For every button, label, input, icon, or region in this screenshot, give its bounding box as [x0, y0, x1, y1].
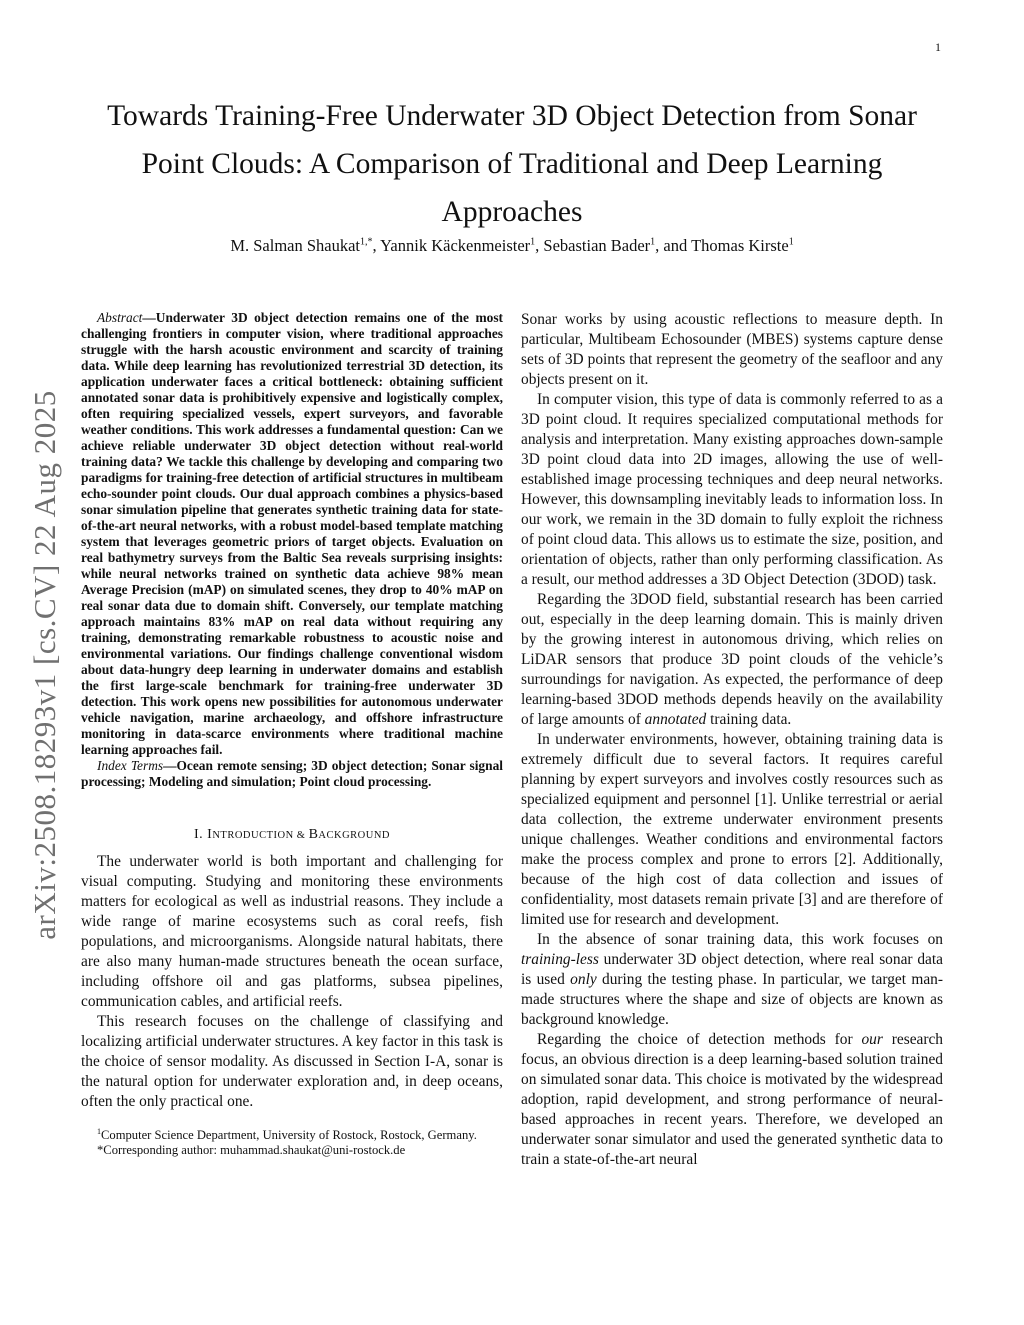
left-column: [81, 310, 503, 1158]
section-numeral: I.: [193, 827, 208, 842]
index-terms-text: —Ocean remote sensing; 3D object detection; Sonar signal processing; Modeling and simulation; Point cloud processing.: [81, 758, 503, 789]
text-run: underwater 3D object detection, where real sonar data is used: [521, 951, 943, 988]
body-paragraph: The underwater world is both important and challenging for visual computing. Studying and monitoring these environments matters for ecological as well as industrial reasons. They include a wide range of marine ecosystems such as coral reefs, fish populations, and microorganisms. Alongside natural habitats, there are also many human-made structures beneath the ocean surface, including offshore oil and gas platforms, subsea pipelines, communication cables, and artificial reefs.: [81, 853, 503, 1010]
footnote-corresponding-author: *Corresponding author: muhammad.shaukat@uni-rostock.de: [97, 1143, 406, 1158]
emphasis: only: [570, 971, 597, 988]
text-run: Regarding the 3DOD field, substantial research has been carried out, especially in the deep learning domain. This is mainly driven by the growing interest in autonomous driving, which relies on LiDAR sensors that produce 3D point clouds of the vehicle’s surroundings for navigation. As expected, the performance of deep learning-based 3DOD methods depends heavily on the availability of large amounts of: [521, 591, 943, 728]
body-paragraph: In underwater environments, however, obtaining training data is extremely difficult due to several factors. It requires careful planning by expert surveyors and involves costly resources such as specialized equipment and personnel [1]. Unlike terrestrial or aerial data collection, the extreme underwater environment presents unique challenges. Weather conditions and environmental factors make the process complex and prone to errors [2]. Additionally, because of the high cost of data collection and issues of confidentiality, most datasets remain private [3] and are therefore of limited use for research and development.: [521, 731, 943, 928]
section-heading-cap: I: [207, 827, 213, 842]
author-separator: , and: [655, 236, 692, 255]
text-run: Regarding the choice of detection methods for: [537, 1031, 862, 1048]
index-terms-label: Index Terms: [97, 758, 164, 773]
index-terms: [81, 758, 503, 790]
author-affiliation-marker: 1,*: [360, 236, 373, 248]
text-run: during the testing phase. In particular, we target man-made structures where the shape and size of objects are known as background knowledge.: [521, 971, 943, 1028]
body-paragraph: This research focuses on the challenge of classifying and localizing artificial underwater structures. A key factor in this task is the choice of sensor modality. As discussed in Section I-A, sonar is the natural option for underwater exploration and, in deep oceans, often the only practical one.: [81, 1013, 503, 1110]
footnote-affiliation: [97, 1124, 503, 1143]
arxiv-identifier: arXiv:2508.18293v1 [cs.CV] 22 Aug 2025: [27, 390, 62, 940]
body-paragraph: [521, 1030, 943, 1170]
author-name: M. Salman Shaukat: [230, 236, 361, 255]
abstract: [81, 310, 503, 758]
footnote-marker: 1: [97, 1127, 101, 1136]
emphasis: annotated: [644, 711, 707, 728]
text-run: training data.: [706, 711, 792, 728]
author-affiliation-marker: 1: [530, 236, 536, 248]
text-run: research focus, an obvious direction is a deep learning-based solution trained on simulated sonar data. This choice is motivated by the widespread adoption, rapid development, and strong performance of neural-based approaches in recent years. Therefore, we developed an underwater sonar simulator and used the generated synthetic data to train a state-of-the-art neural: [521, 1031, 944, 1168]
section-heading: [81, 825, 503, 846]
abstract-text: —Underwater 3D object detection remains one of the most challenging frontiers in computer vision, where traditional approaches struggle with the harsh acoustic environment and scarcity of training data. While deep learning has revolutionized terrestrial 3D detection, its application underwater faces a critical bottleneck: obtaining sufficient annotated sonar data is prohibitively expensive and logistically complex, often requiring specialized vessels, expert surveyors, and favorable weather conditions. This work addresses a fundamental question: Can we achieve reliable underwater 3D object detection without real-world training data? We tackle this challenge by developing and comparing two paradigms for training-free detection of artificial structures in multibeam echo-sounder point clouds. Our dual approach combines a physics-based sonar simulation pipeline that generates synthetic training data for state-of-the-art neural networks, with a robust model-based template matching system that leverages geometric priors of target objects. Evaluation on real bathymetry surveys from the Baltic Sea reveals surprising insights: while neural networks trained on synthetic data achieve 98% mean Average Precision (mAP) on simulated scenes, they drop to 40% mAP on real sonar data due to domain shift. Conversely, our template matching approach maintains 83% mAP on real data without requiring any training, demonstrating remarkable robustness to acoustic noise and environmental variations. Our findings challenge conventional wisdom about data-hungry deep learning in underwater domains and establish the first large-scale benchmark for training-free underwater 3D detection. This work opens new possibilities for autonomous underwater vehicle navigation, marine archaeology, and offshore infrastructure monitoring in data-scarce environments where traditional machine learning approaches fail.: [81, 310, 503, 757]
author-name: Sebastian Bader: [543, 236, 651, 255]
body-paragraph: [521, 930, 943, 1030]
section-heading-smallcaps: ACKGROUND: [318, 830, 391, 841]
emphasis: training-less: [521, 951, 599, 968]
paper-title: Towards Training-Free Underwater 3D Object Detection from Sonar Point Clouds: A Comparison of Traditional and Deep Learning Approaches: [107, 100, 917, 228]
author-name: Thomas Kirste: [691, 236, 789, 255]
footnote-affiliation-text: Computer Science Department, University of Rostock, Rostock, Germany.: [101, 1128, 477, 1143]
footnotes: [81, 1124, 503, 1158]
author-name: Yannik Käckenmeister: [380, 236, 531, 255]
author-separator: ,: [535, 236, 544, 255]
right-column: [521, 310, 943, 1170]
section-heading-smallcaps: NTRODUCTION &: [212, 830, 309, 841]
author-affiliation-marker: 1: [788, 236, 794, 248]
section-heading-cap: B: [308, 827, 319, 842]
page-number: 1: [935, 40, 941, 54]
author-separator: ,: [372, 236, 381, 255]
abstract-label: Abstract: [97, 310, 143, 325]
author-list: [80, 236, 944, 256]
body-paragraph: [521, 590, 943, 730]
body-paragraph: In computer vision, this type of data is commonly referred to as a 3D point cloud. It requires specialized computational methods for analysis and interpretation. Many existing approaches down-sample 3D point cloud data into 2D images, allowing the use of well-established image processing techniques and deep neural networks. However, this downsampling inevitably leads to information loss. In our work, we remain in the 3D domain to fully exploit the richness of point cloud data. This allows us to estimate the size, position, and orientation of objects, rather than only performing classification. As a result, our method addresses a 3D Object Detection (3DOD) task.: [521, 391, 943, 588]
text-run: In the absence of sonar training data, this work focuses on: [537, 931, 943, 948]
body-paragraph: Sonar works by using acoustic reflections to measure depth. In particular, Multibeam Echosounder (MBES) systems capture dense sets of 3D points that represent the geometry of the seafloor and any objects present on it.: [521, 311, 943, 388]
emphasis: our: [861, 1031, 883, 1048]
author-affiliation-marker: 1: [650, 236, 656, 248]
